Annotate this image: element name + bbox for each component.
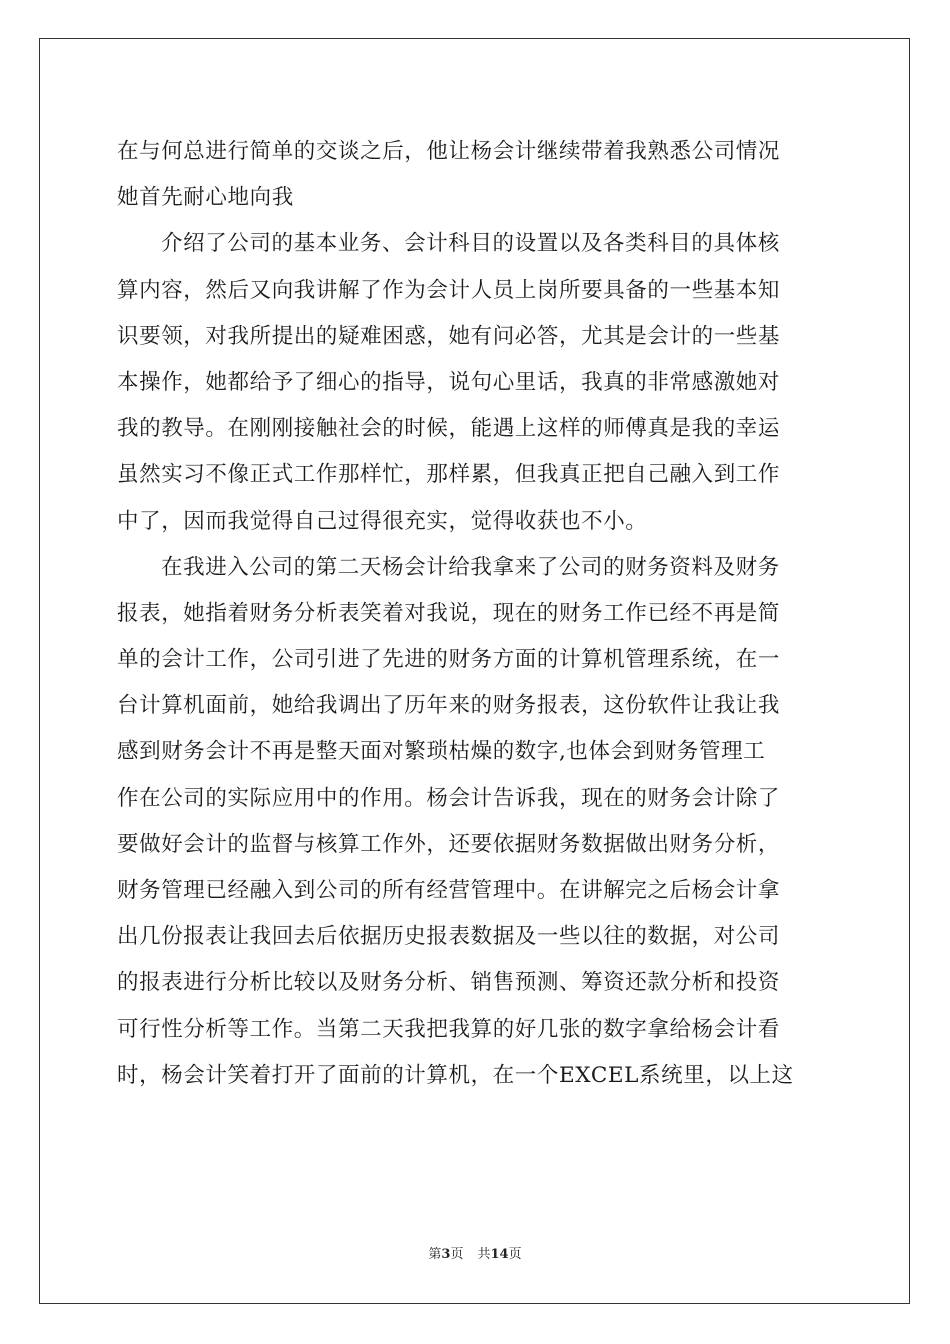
text-line: 单的会计工作，公司引进了先进的财务方面的计算机管理系统，在一 (117, 647, 781, 673)
text-line: 出几份报表让我回去后依据历史报表数据及一些以往的数据，对公司 (117, 924, 781, 950)
text-line: 介绍了公司的基本业务、会计科目的设置以及各类科目的具体核 (161, 231, 780, 257)
text-line: 作在公司的实际应用中的作用。杨会计告诉我，现在的财务会计除了 (117, 785, 781, 811)
text-line: 本操作，她都给予了细心的指导，说句心里话，我真的非常感激她对 (117, 369, 781, 395)
page-footer (0, 1243, 950, 1262)
text-line: 要做好会计的监督与核算工作外，还要依据财务数据做出财务分析， (117, 831, 781, 857)
text-line: 在我进入公司的第二天杨会计给我拿来了公司的财务资料及财务 (161, 554, 780, 580)
page-number: 3 (441, 1247, 451, 1262)
text-line: 中了，因而我觉得自己过得很充实，觉得收获也不小。 (117, 508, 648, 534)
text-line: 时，杨会计笑着打开了面前的计算机，在一个EXCEL系统里，以上这 (117, 1062, 794, 1088)
document-body (117, 129, 833, 1099)
text-line: 识要领，对我所提出的疑难困惑，她有问必答，尤其是会计的一些基 (117, 323, 781, 349)
text-line: 在与何总进行简单的交谈之后，他让杨会计继续带着我熟悉公司情况 (117, 139, 781, 164)
text-line: 虽然实习不像正式工作那样忙，那样累，但我真正把自己融入到工作 (117, 462, 781, 488)
text-line: 的报表进行分析比较以及财务分析、销售预测、筹资还款分析和投资 (117, 970, 781, 996)
total-pages-indicator: 共14页 (477, 1247, 522, 1262)
text-line: 可行性分析等工作。当第二天我把我算的好几张的数字拿给杨会计看 (117, 1016, 781, 1042)
page-indicator: 第3页 (428, 1247, 464, 1262)
text-line: 感到财务会计不再是整天面对繁琐枯燥的数字,也体会到财务管理工 (117, 739, 766, 765)
total-pages-number: 14 (490, 1247, 509, 1262)
text-line: 算内容，然后又向我讲解了作为会计人员上岗所要具备的一些基本知 (117, 277, 781, 303)
text-line: 台计算机面前，她给我调出了历年来的财务报表，这份软件让我让我 (117, 693, 781, 719)
text-line: 报表，她指着财务分析表笑着对我说，现在的财务工作已经不再是简 (117, 600, 781, 626)
text-line: 财务管理已经融入到公司的所有经营管理中。在讲解完之后杨会计拿 (117, 878, 781, 903)
text-line: 我的教导。在刚刚接触社会的时候，能遇上这样的师傅真是我的幸运 (117, 416, 781, 442)
text-line: 她首先耐心地向我 (117, 185, 294, 211)
